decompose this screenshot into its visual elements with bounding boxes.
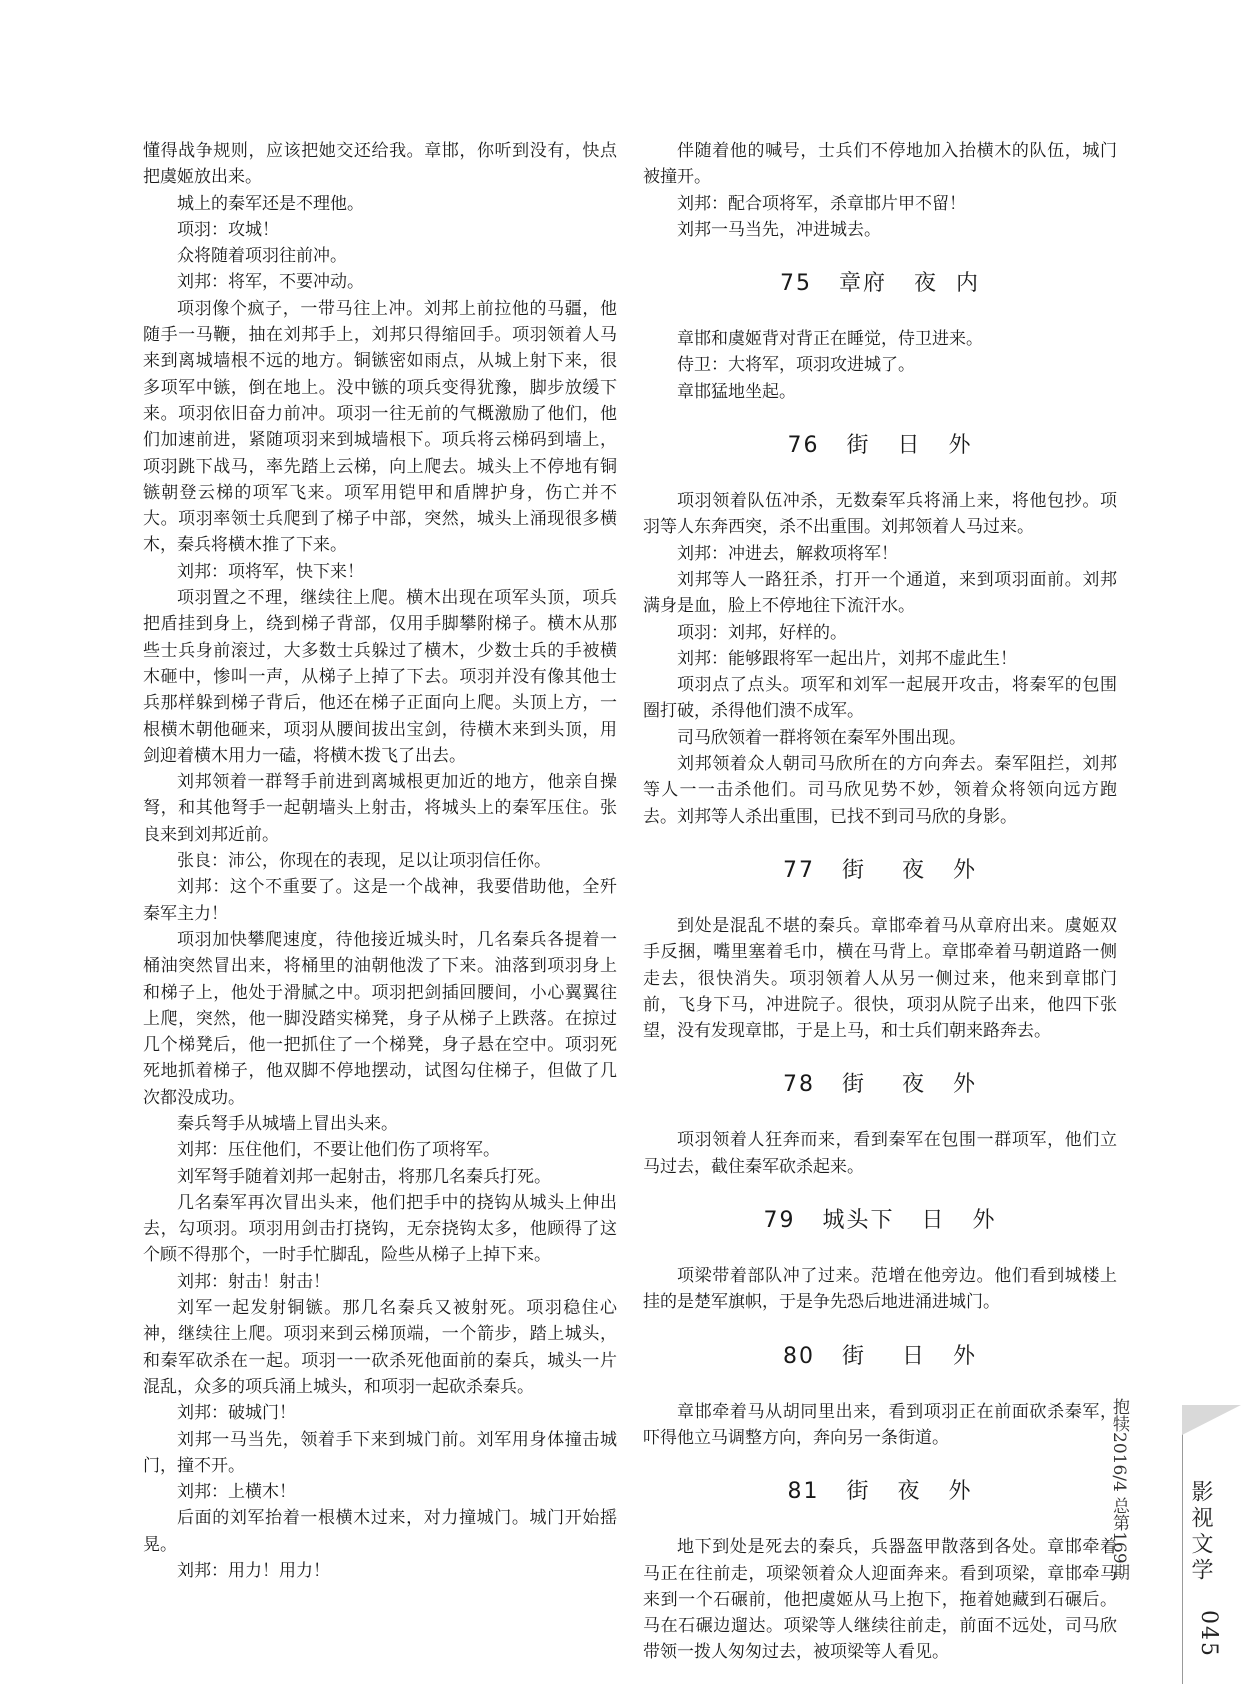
scene-heading: 76 街 日 外 bbox=[787, 433, 973, 459]
paragraph: 项羽置之不理，继续往上爬。横木出现在项军头顶，项兵把盾挂到身上，绕到梯子背部，仅用手脚攀附梯子。横木从那些士兵身前滚过，大多数士兵躲过了横木，少数士兵的手被横木砸中，惨叫一声，从梯子上掉了下去。项羽并没有像其他士兵那样躲到梯子背后，他还在梯子正面向上爬。头顶上方，一根横木朝他砸来，项羽从腰间拔出宝剑，待横木来到头顶，用剑迎着横木用力一磕，将横木拨飞了出去。 bbox=[143, 588, 617, 766]
paragraph: 刘邦：上横木！ bbox=[177, 1482, 296, 1503]
paragraph: 项梁带着部队冲了过来。范增在他旁边。他们看到城楼上挂的是楚军旗帜，于是争先恐后地进涌进城门。 bbox=[643, 1266, 1117, 1313]
paragraph: 项羽领着队伍冲杀，无数秦军兵将涌上来，将他包抄。项羽等人东奔西突，杀不出重围。刘邦领着人马过来。 bbox=[643, 491, 1117, 538]
paragraph: 众将随着项羽往前冲。 bbox=[177, 246, 347, 267]
paragraph: 刘邦：配合项将军，杀章邯片甲不留！ bbox=[677, 193, 966, 214]
paragraph: 刘军弩手随着刘邦一起射击，将那几名秦兵打死。 bbox=[177, 1166, 551, 1187]
scene-heading: 75 章府 夜 内 bbox=[780, 271, 980, 297]
scene-heading: 77 街 夜 外 bbox=[783, 857, 977, 883]
right-column bbox=[643, 138, 1117, 1666]
paragraph: 地下到处是死去的秦兵，兵器盔甲散落到各处。章邯牵着马正在往前走，项梁领着众人迎面奔来。看到项梁，章邯牵马来到一个石碾前，他把虞姬从马上抱下，拖着她藏到石碾后。马在石碾边遛达。项梁等人继续往前走，前面不远处，司马欣带领一拨人匆匆过去，被项梁等人看见。 bbox=[643, 1537, 1117, 1663]
paragraph: 刘邦领着一群弩手前进到离城根更加近的地方，他亲自操弩，和其他弩手一起朝墙头上射击，将城头上的秦军压住。张良来到刘邦近前。 bbox=[143, 772, 617, 845]
paragraph: 司马欣领着一群将领在秦军外围出现。 bbox=[677, 727, 966, 748]
scene-heading: 79 城头下 日 外 bbox=[763, 1208, 997, 1234]
paragraph: 懂得战争规则，应该把她交还给我。章邯，你听到没有，快点把虞姬放出来。 bbox=[143, 141, 617, 188]
paragraph: 刘军一起发射铜镞。那几名秦兵又被射死。项羽稳住心神，继续往上爬。项羽来到云梯顶端，一个箭步，踏上城头，和秦军砍杀在一起。项羽一一砍杀死他面前的秦兵，城头一片混乱，众多的项兵涌上城头，和项羽一起砍杀秦兵。 bbox=[143, 1298, 617, 1397]
paragraph: 刘邦：破城门！ bbox=[177, 1403, 296, 1424]
paragraph: 章邯猛地坐起。 bbox=[677, 381, 796, 402]
paragraph: 刘邦：射击！射击！ bbox=[177, 1271, 330, 1292]
paragraph: 刘邦一马当先，领着手下来到城门前。刘军用身体撞击城门，撞不开。 bbox=[143, 1429, 617, 1476]
scene-heading: 78 街 夜 外 bbox=[783, 1072, 977, 1098]
magazine-name: 影视文学 bbox=[1188, 1480, 1213, 1584]
paragraph: 项羽：刘邦，好样的。 bbox=[677, 622, 847, 643]
scene-heading: 80 街 日 外 bbox=[783, 1343, 977, 1369]
paragraph: 到处是混乱不堪的秦兵。章邯牵着马从章府出来。虞姬双手反捆，嘴里塞着毛巾，横在马背上。章邯牵着马朝道路一侧走去，很快消失。项羽领着人从另一侧过来，他来到章邯门前，飞身下马，冲进院子。很快，项羽从院子出来，他四下张望，没有发现章邯，于是上马，和士兵们朝来路奔去。 bbox=[643, 915, 1117, 1042]
paragraph: 刘邦：冲进去，解救项将军！ bbox=[677, 543, 898, 564]
paragraph: 刘邦一马当先，冲进城去。 bbox=[677, 219, 881, 240]
paragraph: 刘邦：压住他们，不要让他们伤了项将军。 bbox=[177, 1140, 500, 1161]
issue-info: 抱犊2016/4 总第169期 bbox=[1109, 1398, 1129, 1581]
page-number: 045 bbox=[1196, 1610, 1221, 1658]
paragraph: 章邯牵着马从胡同里出来，看到项羽正在前面砍杀秦军，吓得他立马调整方向，奔向另一条街道。 bbox=[643, 1401, 1117, 1448]
paragraph: 刘邦：能够跟将军一起出片，刘邦不虚此生！ bbox=[677, 648, 1017, 669]
paragraph: 城上的秦军还是不理他。 bbox=[177, 193, 364, 214]
margin-rule bbox=[1182, 1405, 1183, 1684]
left-column bbox=[143, 138, 617, 1584]
paragraph: 伴随着他的喊号，士兵们不停地加入抬横木的队伍，城门被撞开。 bbox=[643, 141, 1117, 188]
paragraph: 张良：沛公，你现在的表现，足以让项羽信任你。 bbox=[177, 851, 551, 872]
paragraph: 项羽：攻城！ bbox=[177, 219, 279, 240]
scene-heading: 81 街 夜 外 bbox=[787, 1479, 973, 1505]
paragraph: 侍卫：大将军，项羽攻进城了。 bbox=[677, 355, 915, 376]
paragraph: 刘邦等人一路狂杀，打开一个通道，来到项羽面前。刘邦满身是血，脸上不停地往下流汗水。 bbox=[643, 569, 1117, 617]
paragraph: 几名秦军再次冒出头来，他们把手中的挠钩从城头上伸出去，勾项羽。项羽用剑击打挠钩，无奈挠钩太多，他顾得了这个顾不得那个，一时手忙脚乱，险些从梯子上掉下来。 bbox=[143, 1192, 617, 1266]
paragraph: 项羽加快攀爬速度，待他接近城头时，几名秦兵各提着一桶油突然冒出来，将桶里的油朝他泼了下来。油落到项羽身上和梯子上，他处于滑腻之中。项羽把剑插回腰间，小心翼翼往上爬，突然，他一脚没踏实梯凳，身子从梯子上跌落。在掠过几个梯凳后，他一把抓住了一个梯凳，身子悬在空中。项羽死死地抓着梯子，他双脚不停地摆动，试图勾住梯子，但做了几次都没成功。 bbox=[143, 929, 617, 1108]
paragraph: 刘邦：项将军，快下来！ bbox=[177, 561, 364, 582]
paragraph: 刘邦：用力！用力！ bbox=[177, 1561, 330, 1582]
paragraph: 项羽点了点头。项军和刘军一起展开攻击，将秦军的包围圈打破，杀得他们溃不成军。 bbox=[643, 675, 1117, 722]
paragraph: 后面的刘军抬着一根横木过来，对力撞城门。城门开始摇晃。 bbox=[143, 1508, 617, 1555]
paragraph: 项羽像个疯子，一带马往上冲。刘邦上前拉他的马疆，他随手一马鞭，抽在刘邦手上，刘邦只得缩回手。项羽领着人马来到离城墙根不远的地方。铜镞密如雨点，从城上射下来，很多项军中镞，倒在地上。没中镞的项兵变得犹豫，脚步放缓下来。项羽依旧奋力前冲。项羽一往无前的气概激励了他们，他们加速前进，紧随项羽来到城墙根下。项兵将云梯码到墙上，项羽跳下战马，率先踏上云梯，向上爬去。城头上不停地有铜镞朝登云梯的项军飞来。项军用铠甲和盾牌护身，伤亡并不大。项羽率领士兵爬到了梯子中部，突然，城头上涌现很多横木，秦兵将横木推了下来。 bbox=[143, 298, 617, 556]
paragraph: 刘邦：将军，不要冲动。 bbox=[177, 272, 364, 293]
corner-tab bbox=[1182, 1405, 1241, 1435]
paragraph: 章邯和虞姬背对背正在睡觉，侍卫进来。 bbox=[677, 329, 983, 350]
paragraph: 项羽领着人狂奔而来，看到秦军在包围一群项军，他们立马过去，截住秦军砍杀起来。 bbox=[643, 1130, 1117, 1177]
paragraph: 秦兵弩手从城墙上冒出头来。 bbox=[177, 1113, 398, 1134]
paragraph: 刘邦：这个不重要了。这是一个战神，我要借助他，全歼秦军主力！ bbox=[143, 877, 617, 924]
paragraph: 刘邦领着众人朝司马欣所在的方向奔去。秦军阻拦，刘邦等人一一击杀他们。司马欣见势不妙，领着众将领向远方跑去。刘邦等人杀出重围，已找不到司马欣的身影。 bbox=[643, 754, 1117, 827]
